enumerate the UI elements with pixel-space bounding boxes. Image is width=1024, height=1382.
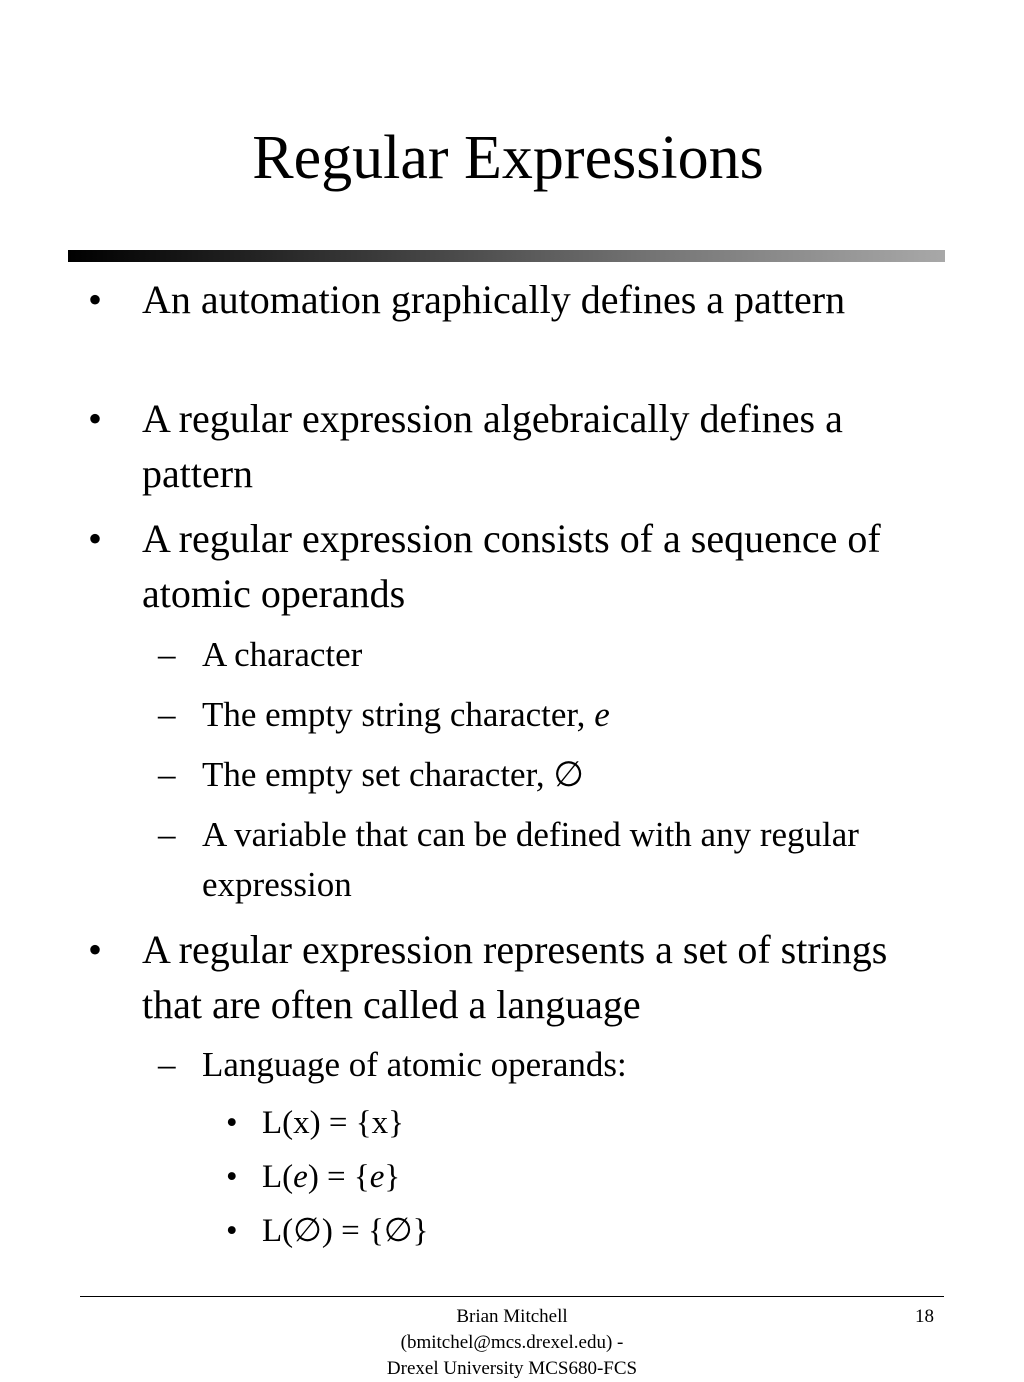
sub-sub-bullet-marker: • — [226, 1213, 238, 1249]
sub-sub-bullet-item — [226, 1208, 862, 1254]
formula-suffix: } — [384, 1159, 401, 1195]
bullet-text: An automation graphically defines a pattern — [142, 277, 846, 322]
sub-bullet-text: A variable that can be defined with any regular expression — [202, 815, 859, 904]
sub-sub-bullet-marker: • — [226, 1159, 238, 1195]
footer-divider — [80, 1296, 944, 1297]
sub-bullet-marker: – — [158, 1045, 176, 1084]
sub-sub-bullet-marker: • — [226, 1105, 238, 1141]
bullet-item — [88, 272, 942, 327]
title-divider — [68, 250, 945, 262]
sub-bullet-marker: – — [158, 635, 176, 674]
sub-bullet-marker: – — [158, 815, 176, 854]
sub-bullet-marker: – — [158, 695, 176, 734]
sub-bullet-text: A character — [202, 635, 363, 674]
bullet-text: A regular expression represents a set of strings that are often called a language — [142, 927, 888, 1027]
sub-bullet-text: The empty set character, ∅ — [202, 755, 584, 794]
footer-author — [312, 1304, 712, 1382]
slide-title: Regular Expressions — [252, 124, 764, 192]
bullet-text: A regular expression algebraically defines a pattern — [142, 396, 843, 496]
sub-bullet-text: The empty string character, — [202, 695, 595, 734]
bullet-marker: • — [88, 927, 103, 972]
sub-bullet-item — [158, 750, 902, 800]
footer-line-email: (bmitchel@mcs.drexel.edu) - — [400, 1332, 624, 1353]
footer-line-name: Brian Mitchell — [456, 1306, 568, 1327]
bullet-item — [88, 511, 942, 621]
bullet-marker: • — [88, 516, 103, 561]
formula-prefix: L( — [262, 1159, 294, 1195]
bullet-text: A regular expression consists of a sequence of atomic operands — [142, 516, 881, 616]
page-number: 18 — [915, 1306, 934, 1327]
sub-bullet-text: Language of atomic operands: — [202, 1045, 627, 1084]
epsilon-symbol: e — [293, 1159, 308, 1195]
epsilon-symbol: e — [369, 1159, 385, 1195]
bullet-marker: • — [88, 277, 103, 322]
sub-bullet-marker: – — [158, 755, 176, 794]
bullet-marker: • — [88, 396, 103, 441]
sub-sub-bullet-item — [226, 1100, 862, 1146]
sub-sub-bullet-text: L(∅) = {∅} — [262, 1213, 429, 1249]
bullet-item — [88, 922, 942, 1032]
sub-bullet-item — [158, 630, 902, 680]
sub-sub-bullet-item — [226, 1154, 862, 1200]
sub-bullet-item — [158, 690, 902, 740]
sub-bullet-item — [158, 810, 902, 910]
bullet-item — [88, 391, 942, 501]
epsilon-symbol: e — [594, 695, 610, 734]
sub-sub-bullet-text: L(x) = {x} — [262, 1105, 404, 1141]
footer-line-course: Drexel University MCS680-FCS — [386, 1358, 638, 1379]
formula-middle: ) = { — [307, 1159, 370, 1195]
sub-bullet-item — [158, 1040, 902, 1090]
